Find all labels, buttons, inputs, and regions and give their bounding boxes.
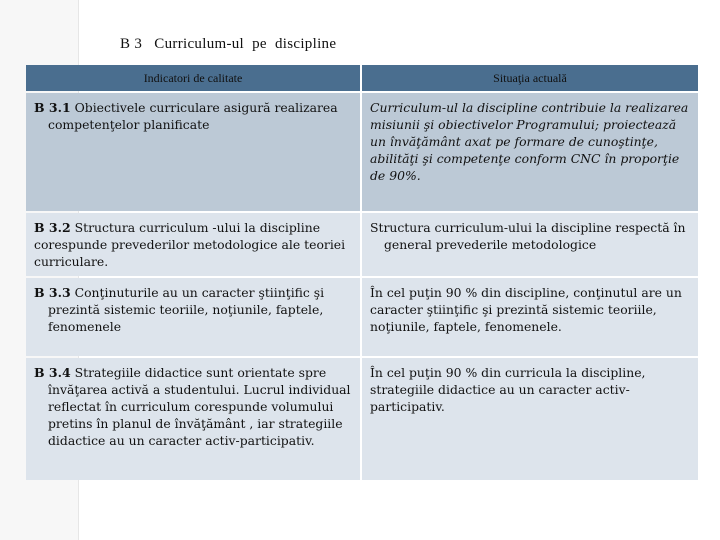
indicator-text: Conţinuturile au un caracter ştiinţific şi prezintă sistemic teoriile, noţiunile, faptele, fenomenele (48, 285, 325, 334)
table-row (26, 93, 698, 211)
indicator-code: B 3.4 (34, 365, 71, 380)
status-cell: Structura curriculum-ului la discipline respectă în general prevederile metodologice (362, 213, 698, 276)
indicator-cell (26, 358, 360, 480)
header-current-situation: Situaţia actuală (362, 65, 698, 91)
indicator-code: B 3.3 (34, 285, 71, 300)
table-row (26, 358, 698, 480)
table-row (26, 213, 698, 276)
status-cell: În cel puţin 90 % din curricula la discipline, strategiile didactice au un caracter activ-participativ. (362, 358, 698, 480)
indicator-cell (26, 213, 360, 276)
indicator-text: Structura curriculum -ului la discipline corespunde prevederilor metodologice ale teoriei curriculare. (34, 220, 346, 269)
status-cell: Curriculum-ul la discipline contribuie la realizarea misiunii şi obiectivelor Programului; proiectează un învăţământ axat pe formare de cunoştinţe, abilităţi şi competenţe conform CNC în proporţie de 90%. (362, 93, 698, 211)
table-row (26, 278, 698, 356)
indicator-code: B 3.2 (34, 220, 71, 235)
indicator-text: Obiectivele curriculare asigură realizarea competenţelor planificate (48, 100, 338, 132)
indicator-cell (26, 93, 360, 211)
page-title: B 3 Curriculum-ul pe discipline (120, 36, 337, 52)
quality-indicators-table (24, 63, 700, 482)
header-indicators: Indicatori de calitate (26, 65, 360, 91)
status-cell: În cel puţin 90 % din discipline, conţinutul are un caracter ştiinţific şi prezintă sistemic teoriile, noţiunile, faptele, fenomenele. (362, 278, 698, 356)
table-header-row (26, 65, 698, 91)
indicator-text: Strategiile didactice sunt orientate spre învăţarea activă a studentului. Lucrul individual reflectat în curriculum corespunde volumului pretins în planul de învăţământ , iar strategiile didactice au un caracter activ-participativ. (48, 365, 351, 448)
indicator-code: B 3.1 (34, 100, 71, 115)
indicator-cell (26, 278, 360, 356)
